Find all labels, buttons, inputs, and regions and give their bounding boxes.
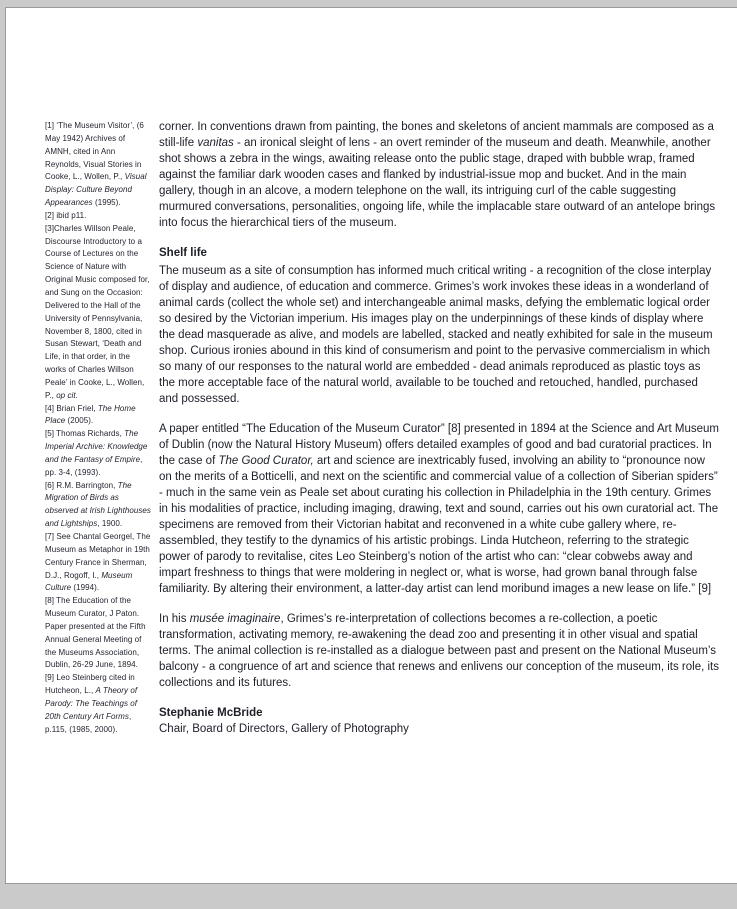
footnote-5: [5] Thomas Richards, The Imperial Archive: Knowledge and the Fantasy of Empire, pp. 3-4, (1993).	[45, 429, 148, 477]
footnote-3: [3]Charles Willson Peale, Discourse Introductory to a Course of Lectures on the Science of Nature with Original Music composed for, and Sung on the Occasion: Delivered to the Hall of the University of Pennsylvania, November 8, 1800, cited in Susan Stewart, ‘Death and Life, in that order, in the works of Charles Willson Peale’ in Cooke, L., Wollen, P., op cit.	[45, 223, 150, 400]
author-name: Stephanie McBride	[159, 707, 263, 719]
footnote-1: [1] ‘The Museum Visitor’, (6 May 1942) Archives of AMNH, cited in Ann Reynolds, Visual Stories in Cooke, L., Wollen, P., Visual Display: Culture Beyond Appearances (1995).	[45, 121, 147, 208]
section-heading: Shelf life	[159, 247, 207, 259]
author-title: Chair, Board of Directors, Gallery of Photography	[159, 723, 409, 735]
paragraph-2: The museum as a site of consumption has informed much critical writing - a recognition of the close interplay of display and audience, of education and commerce. Grimes’s work invokes these ideas in a wonderland of animal cards (collect the whole set) and interchangeable animal masks, defying the emblematic logical order so desired by the Victorian imperium. His images play on the underpinnings of these kinds of display where the dead masquerade as alive, and models are labelled, stacked and neatly exhibited for sale in the museum shop. Curious ironies abound in this kind of consumerism and point to the pervasive commercialism in which so many of our responses to the natural world are embedded - dead animals reproduced as plastic toys as the more acceptable face of the natural world, available to be touched and retouched, handled, purchased and possessed.	[159, 265, 713, 405]
footnote-6: [6] R.M. Barrington, The Migration of Birds as observed at Irish Lighthouses and Lightships, 1900.	[45, 480, 151, 529]
document-page	[5, 7, 737, 884]
paragraph-3: A paper entitled “The Education of the Museum Curator” [8] presented in 1894 at the Science and Art Museum of Dublin (now the Natural History Museum) offers detailed examples of good and bad curatorial practices. In the case of The Good Curator, art and science are inextricably fused, involving an ability to “pronounce now on the merits of a Botticelli, and next on the scientific and commercial value of a collection of Siberian spiders” - much in the same vein as Peale set about curating his collection in Philadelphia in the 19th century. Grimes in his modalities of practice, including imaging, drawing, text and sound, carries out his own curatorial act. The specimens are removed from their Victorian habitat and reconvened in a white cube gallery where, re-assembled, they testify to the dynamics of his artistic probings. Linda Hutcheon, referring to the strategic power of parody to revitalise, cites Leo Steinberg’s notion of the artist who can: “clear cobwebs away and impart freshness to things that were moldering in neglect or, what is worse, had grown banal through false familiarity. By altering their environment, a latter-day artist can lend moribund images a new lease on life.” [9]	[159, 423, 719, 595]
paragraph-4: In his musée imaginaire, Grimes’s re-interpretation of collections becomes a re-collection, a poetic transformation, activating memory, re-awakening the dead zoo and presenting it in other visual and spatial terms. The animal collection is re-installed as a dialogue between past and present on the National Museum’s balcony - a congruence of art and science that renews and enlivens our conception of the museum, its role, its collections and its futures.	[159, 613, 719, 689]
footnote-2: [2] ibid p11.	[45, 210, 87, 220]
paragraph-1: corner. In conventions drawn from painting, the bones and skeletons of ancient mammals are composed as a still-life vanitas - an ironical sleight of lens - an overt reminder of the museum and death. Meanwhile, another shot shows a zebra in the wings, awaiting release onto the public stage, draped with bubble wrap, framed against the familiar dark wooden cases and flanked by industrial-issue mop and bucket. And in the main gallery, though in an alcove, a modern telephone on the wall, its intriguing curl of the cable suggesting murmured conversations, personalities, ongoing life, while the implacable stare outward of an antelope brings into focus the hierarchical tiers of the museum.	[159, 121, 716, 229]
article-body	[159, 119, 719, 737]
footnote-4: [4] Brian Friel, The Home Place (2005).	[45, 403, 136, 426]
footnote-8: [8] The Education of the Museum Curator, J Paton. Paper presented at the Fifth Annual General Meeting of the Museums Association, Dublin, 26-29 June, 1894.	[45, 596, 146, 670]
footnote-7: [7] See Chantal Georgel, The Museum as Metaphor in 19th Century France in Sherman, D.J., Rogoff, I., Museum Culture (1994).	[45, 532, 151, 593]
footnote-9: [9] Leo Steinberg cited in Hutcheon, L., A Theory of Parody: The Teachings of 20th Century Art Forms, p.115, (1985, 2000).	[45, 673, 138, 734]
footnotes-column	[45, 120, 152, 737]
